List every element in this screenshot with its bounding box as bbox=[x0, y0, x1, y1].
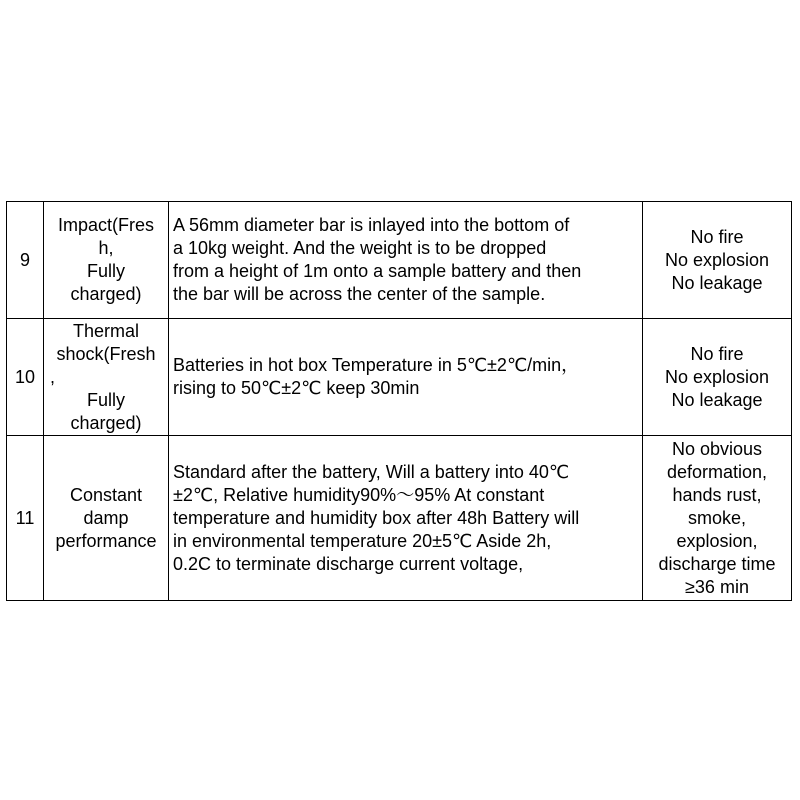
test-item-cell bbox=[44, 436, 169, 601]
test-item-cell bbox=[44, 202, 169, 319]
test-item-line: Thermal bbox=[72, 320, 139, 341]
test-item-line: , bbox=[50, 366, 56, 387]
result-line: No leakage bbox=[671, 389, 763, 410]
row-number: 9 bbox=[7, 202, 44, 319]
result-line: No obvious bbox=[671, 438, 763, 459]
test-item-line: charged) bbox=[70, 412, 142, 433]
test-item-line: Fully bbox=[86, 261, 125, 281]
result-line: No fire bbox=[690, 343, 744, 364]
condition-line: 0.2C to terminate discharge current voltage, bbox=[173, 553, 524, 574]
result-line: deformation, bbox=[666, 461, 768, 482]
condition-line: a 10kg weight. And the weight is to be dropped bbox=[173, 238, 547, 258]
condition-line: rising to 50℃±2℃ keep 30min bbox=[173, 378, 420, 398]
result-line: hands rust, bbox=[672, 484, 762, 505]
result-cell bbox=[643, 319, 792, 436]
table-row bbox=[7, 319, 792, 436]
table-row bbox=[7, 202, 792, 319]
test-item-line: Impact(Fres bbox=[57, 215, 154, 235]
condition-line: temperature and humidity box after 48h Battery will bbox=[173, 507, 580, 528]
test-item-line: Constant bbox=[69, 484, 143, 505]
condition-line: the bar will be across the center of the sample. bbox=[173, 284, 546, 304]
condition-line: Batteries in hot box Temperature in 5℃±2℃/min， bbox=[173, 355, 580, 375]
result-line: ≥36 min bbox=[685, 576, 749, 597]
result-line: discharge time bbox=[658, 553, 776, 574]
result-cell bbox=[643, 436, 792, 601]
result-cell bbox=[643, 202, 792, 319]
result-line: No fire bbox=[690, 226, 744, 247]
result-line: smoke, bbox=[687, 507, 747, 528]
test-condition-cell bbox=[169, 202, 643, 319]
result-line: No explosion bbox=[664, 249, 770, 270]
condition-line: in environmental temperature 20±5℃ Aside 2h, bbox=[173, 530, 552, 551]
test-item-line: performance bbox=[55, 530, 157, 551]
result-line: explosion, bbox=[676, 530, 758, 551]
row-number: 11 bbox=[7, 436, 44, 601]
test-item-cell bbox=[44, 319, 169, 436]
row-number: 10 bbox=[7, 319, 44, 436]
test-spec-table bbox=[6, 201, 792, 601]
test-item-line: damp bbox=[83, 507, 129, 528]
condition-line: ±2℃, Relative humidity90%～95% At constant bbox=[173, 484, 545, 505]
test-item-line: shock(Fresh bbox=[56, 343, 156, 364]
test-item-line: charged) bbox=[70, 284, 142, 304]
test-item-line: Fully bbox=[86, 389, 125, 410]
condition-line: Standard after the battery, Will a battery into 40℃ bbox=[173, 461, 570, 482]
test-item-line: h, bbox=[98, 238, 114, 258]
result-line: No leakage bbox=[671, 272, 763, 293]
condition-line: A 56mm diameter bar is inlayed into the bottom of bbox=[173, 215, 570, 235]
test-condition-cell bbox=[169, 436, 643, 601]
test-condition-cell bbox=[169, 319, 643, 436]
result-line: No explosion bbox=[664, 366, 770, 387]
condition-line: from a height of 1m onto a sample battery and then bbox=[173, 261, 582, 281]
table-row bbox=[7, 436, 792, 601]
